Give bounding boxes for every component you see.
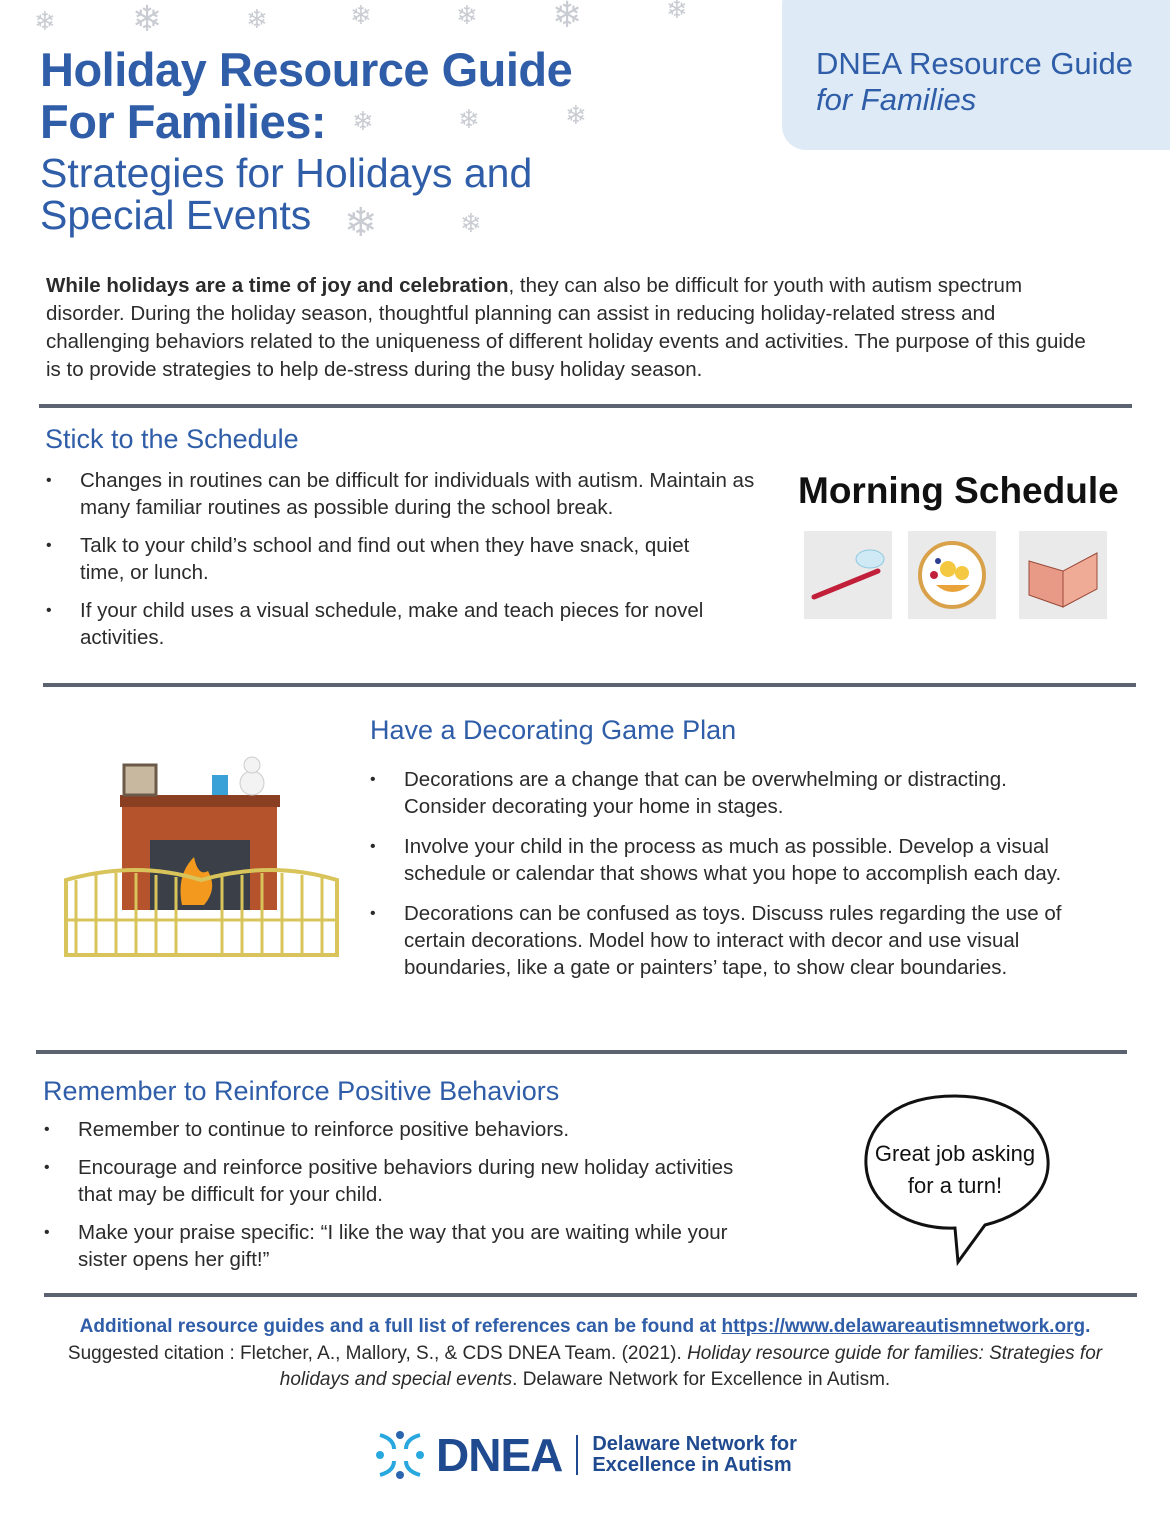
- snowflake-icon: ❄: [460, 208, 482, 238]
- panel-line2: for Families: [816, 82, 977, 117]
- panel-title: [816, 46, 1133, 118]
- divider: [43, 683, 1136, 687]
- title-line2: For Families:: [40, 95, 327, 148]
- snowflake-icon: ❄: [456, 0, 478, 30]
- citation-prefix: Suggested citation : Fletcher, A., Mallory, S., & CDS DNEA Team. (2021).: [67, 1343, 688, 1364]
- citation: [60, 1341, 1110, 1393]
- citation-title: Holiday resource guide for families: Strategies for holidays and special events: [279, 1343, 1103, 1390]
- citation-suffix: . Delaware Network for Excellence in Autism.: [512, 1369, 891, 1390]
- intro-text: , they can also be difficult for youth with autism spectrum disorder. During the holiday season, thoughtful planning can assist in reducing holiday-related stress and challenging behaviors related to the uniqueness of different holiday events and activities. The purpose of this guide is to provide strategies to help de-stress during the busy holiday season.: [46, 274, 1086, 381]
- dnea-logo-text: DNEA: [436, 1429, 563, 1481]
- decorating-list: [370, 766, 1090, 992]
- subtitle-line1: Strategies for Holidays and: [40, 150, 533, 196]
- page-title: [40, 44, 572, 148]
- section-heading-reinforce: Remember to Reinforce Positive Behaviors: [43, 1076, 560, 1106]
- list-item: • Encourage and reinforce positive behaviors during new holiday activities that may be difficult for your child.: [44, 1154, 764, 1208]
- dnea-logo-icon: [374, 1429, 426, 1481]
- snowflake-icon: ❄: [34, 6, 56, 36]
- intro-paragraph: [46, 272, 1086, 384]
- logo-tagline: [592, 1434, 797, 1476]
- title-line1: Holiday Resource Guide: [40, 43, 573, 96]
- dnea-logo: [374, 1428, 797, 1482]
- list-item: • Changes in routines can be difficult for individuals with autism. Maintain as many familiar routines as possible during the school break.: [46, 467, 756, 521]
- divider: [36, 1050, 1127, 1054]
- list-item: • Talk to your child’s school and find out when they have snack, quiet time, or lunch.: [46, 532, 720, 586]
- website-link[interactable]: https://www.delawareautismnetwork.org: [721, 1316, 1086, 1337]
- logo-separator: [576, 1435, 578, 1475]
- list-item: • Decorations can be confused as toys. Discuss rules regarding the use of certain decorations. Model how to interact with decor and use visual boundaries, like a gate or painters’ tape, to show clear boundaries.: [370, 900, 1074, 981]
- list-item: • Make your praise specific: “I like the way that you are waiting while your sister opens her gift!”: [44, 1219, 768, 1273]
- snowflake-icon: ❄: [132, 0, 163, 39]
- intro-bold: While holidays are a time of joy and celebration: [46, 274, 509, 297]
- list-item: • Decorations are a change that can be overwhelming or distracting. Consider decorating your home in stages.: [370, 766, 1044, 820]
- snowflake-icon: ❄: [344, 201, 378, 245]
- list-item: • Remember to continue to reinforce positive behaviors.: [44, 1116, 764, 1143]
- breakfast-plate-icon: [908, 531, 996, 619]
- subtitle-line2: Special Events: [40, 192, 312, 238]
- reinforce-list: [44, 1116, 764, 1284]
- panel-line1: DNEA Resource Guide: [816, 46, 1134, 81]
- bubble-line1: Great job asking: [874, 1141, 1036, 1166]
- schedule-list: [46, 467, 756, 662]
- list-item: • If your child uses a visual schedule, make and teach pieces for novel activities.: [46, 597, 720, 651]
- resources-text: Additional resource guides and a full list of references can be found at: [79, 1316, 717, 1337]
- divider: [39, 404, 1132, 408]
- morning-schedule-title: Morning Schedule: [798, 470, 1119, 511]
- book-icon: [1019, 531, 1107, 619]
- bubble-line2: for a turn!: [907, 1173, 1003, 1198]
- snowflake-icon: ❄: [666, 0, 688, 24]
- resources-note: Additional resource guides and a full list of references can be found at https://www.delawareautismnetwork.org.: [79, 1316, 1091, 1337]
- snowflake-icon: ❄: [350, 0, 372, 30]
- section-heading-schedule: Stick to the Schedule: [45, 424, 299, 454]
- tagline-line2: Excellence in Autism: [592, 1454, 792, 1476]
- snowflake-icon: ❄: [458, 104, 480, 134]
- snowflake-icon: ❄: [352, 106, 374, 136]
- snowflake-icon: ❄: [246, 4, 268, 34]
- list-item: • Involve your child in the process as much as possible. Develop a visual schedule or calendar that shows what you hope to accomplish each day.: [370, 833, 1090, 887]
- snowflake-icon: ❄: [565, 100, 587, 130]
- fireplace-illustration: [62, 755, 342, 965]
- section-heading-decorating: Have a Decorating Game Plan: [370, 715, 737, 745]
- page-subtitle: [40, 152, 532, 236]
- divider: [44, 1293, 1137, 1297]
- speech-bubble-text: [862, 1138, 1048, 1202]
- snowflake-icon: ❄: [552, 0, 583, 35]
- tagline-line1: Delaware Network for: [592, 1433, 797, 1455]
- toothbrush-icon: [804, 531, 892, 619]
